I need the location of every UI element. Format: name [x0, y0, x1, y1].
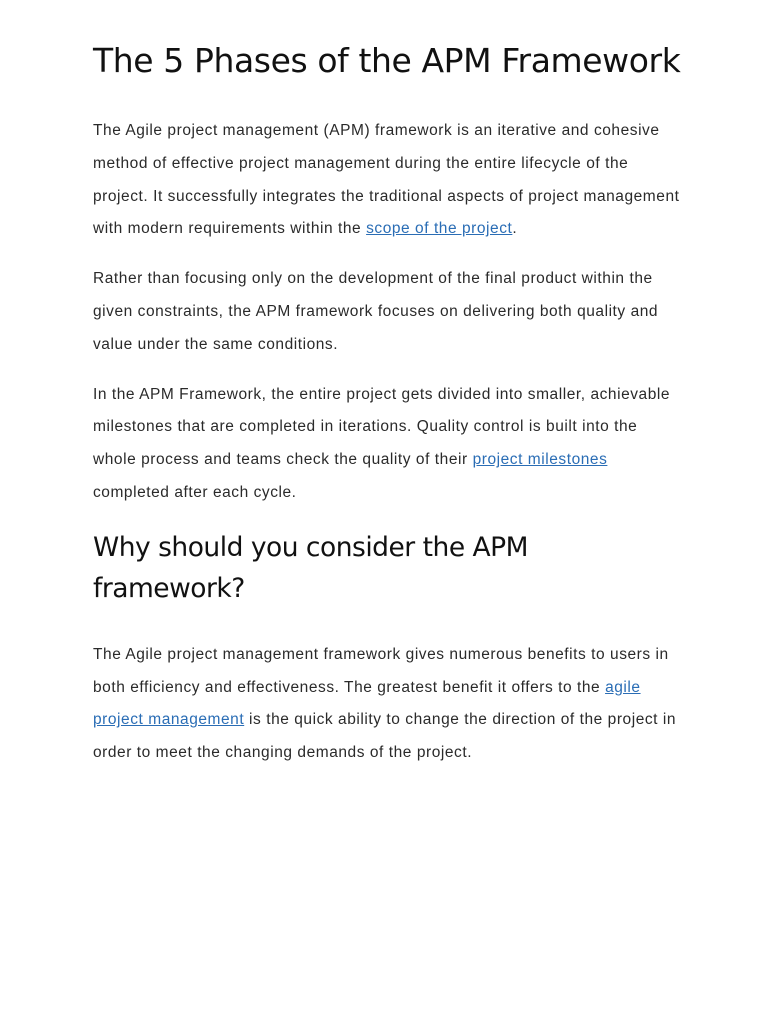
article [93, 37, 683, 787]
agile-project-management-link[interactable]: agile project management [93, 678, 641, 729]
section-heading: Why should you consider the APM framework? [93, 531, 529, 604]
scope-of-the-project-link[interactable]: scope of the project [366, 220, 513, 238]
page-title: The 5 Phases of the APM Framework [93, 41, 681, 80]
intro-text: The Agile project management (APM) framework is an iterative and cohesive method of effective project management during the entire lifecycle of the project. It successfully integrates the traditional aspects of project management with modern requirements within the [93, 122, 680, 238]
milestones-text: In the APM Framework, the entire project gets divided into smaller, achievable milestones that are completed in iterations. Quality control is built into the whole process and teams check the quality of their [93, 385, 671, 469]
benefits-text: The Agile project management framework gives numerous benefits to users in both efficiency and effectiveness. The greatest benefit it offers to the [93, 645, 669, 696]
benefits-text-end: is the quick ability to change the direction of the project in order to meet the changing demands of the project. [93, 711, 677, 762]
milestones-paragraph [93, 379, 683, 510]
intro-text-end: . [512, 220, 518, 238]
focus-paragraph: Rather than focusing only on the development of the final product within the given constraints, the APM framework focuses on delivering both quality and value under the same conditions. [93, 270, 659, 353]
project-milestones-link[interactable]: project milestones [472, 451, 608, 469]
intro-paragraph [93, 115, 683, 246]
benefits-paragraph [93, 639, 683, 770]
milestones-text-end: completed after each cycle. [93, 483, 297, 501]
